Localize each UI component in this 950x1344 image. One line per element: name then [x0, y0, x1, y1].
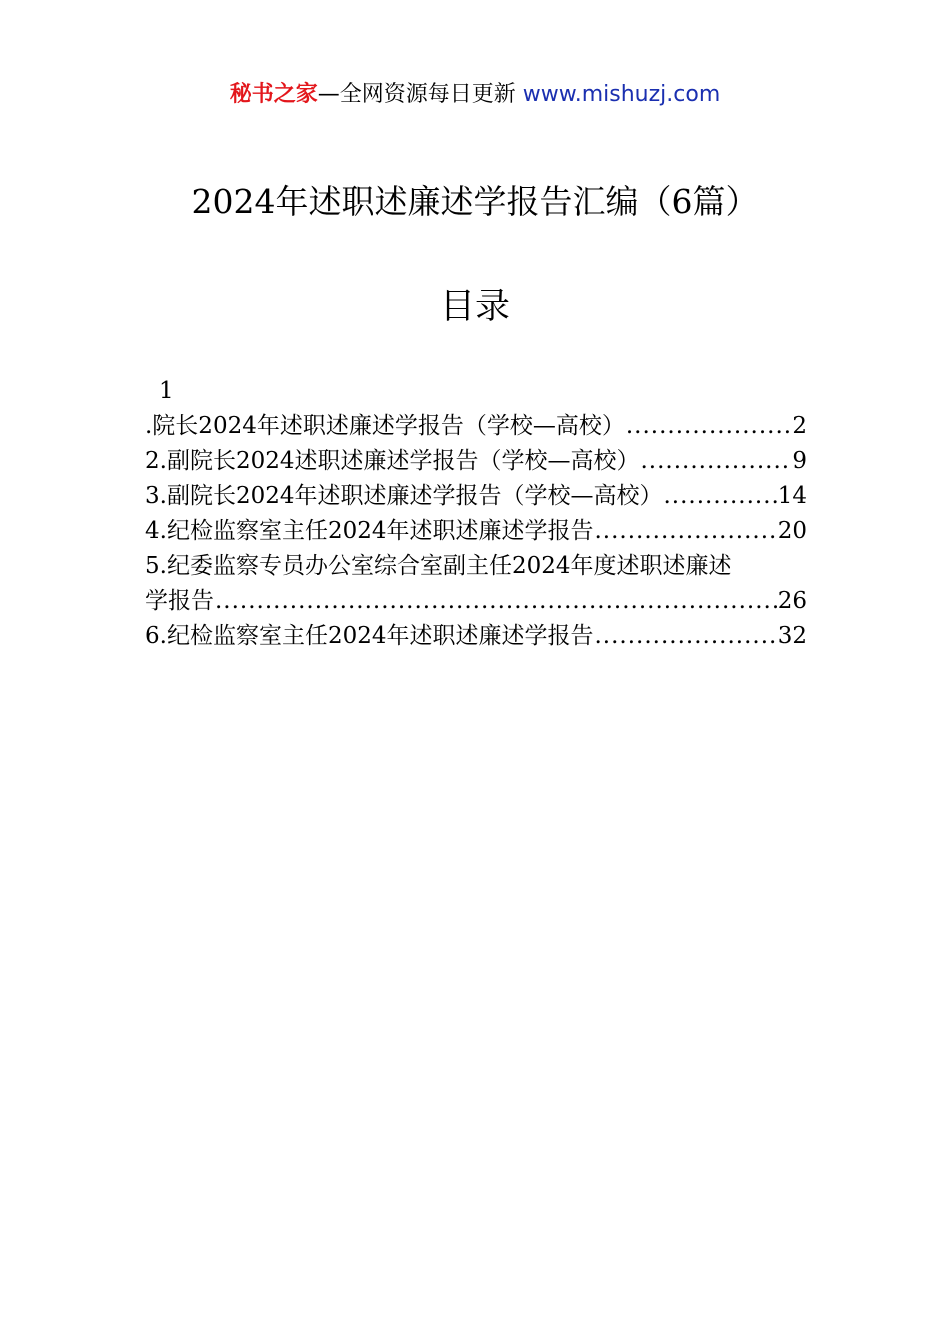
toc-leader-dots [594, 514, 776, 549]
toc-leader-dots [626, 409, 792, 444]
toc-item-title: 5.纪委监察专员办公室综合室副主任2024年度述职述廉述 [145, 553, 732, 579]
toc-page-number: 9 [792, 448, 807, 474]
toc-item-title: 6.纪检监察室主任2024年述职述廉述学报告 [145, 623, 594, 649]
toc-leader-dots [663, 479, 776, 514]
toc-heading: 目录 [439, 287, 510, 327]
toc-page-number: 32 [777, 623, 807, 649]
toc-leader-dots [215, 584, 777, 619]
toc-item-5-line2[interactable] [145, 584, 807, 619]
toc-item-title: 2.副院长2024述职述廉述学报告（学校—高校） [145, 448, 640, 474]
toc-item-1[interactable] [145, 409, 807, 444]
toc-leader-dots [640, 444, 791, 479]
site-header [0, 78, 950, 112]
site-url-link[interactable]: www.mishuzj.com [522, 82, 721, 107]
toc-leader-dots [594, 619, 776, 654]
toc-item-title-continued: 学报告 [145, 588, 214, 614]
toc-page-number: 20 [777, 518, 807, 544]
toc-page-number: 14 [777, 483, 807, 509]
toc-item-5-line1[interactable] [145, 549, 807, 584]
toc-page-number: 2 [792, 413, 807, 439]
toc-item-title: 4.纪检监察室主任2024年述职述廉述学报告 [145, 518, 594, 544]
toc-item-4[interactable] [145, 514, 807, 549]
toc-item-title: .院长2024年述职述廉述学报告（学校—高校） [145, 413, 625, 439]
toc-item-3[interactable] [145, 479, 807, 514]
brand-name: 秘书之家 [229, 82, 318, 107]
toc-item-2[interactable] [145, 444, 807, 479]
toc-page-number: 26 [777, 588, 807, 614]
header-slogan: —全网资源每日更新 [317, 82, 516, 107]
document-title: 2024年述职述廉述学报告汇编（6篇） [191, 182, 759, 221]
toc-item-1-number: 1 [159, 378, 174, 404]
table-of-contents [145, 374, 807, 654]
toc-item-title: 3.副院长2024年述职述廉述学报告（学校—高校） [145, 483, 663, 509]
toc-item-6[interactable] [145, 619, 807, 654]
